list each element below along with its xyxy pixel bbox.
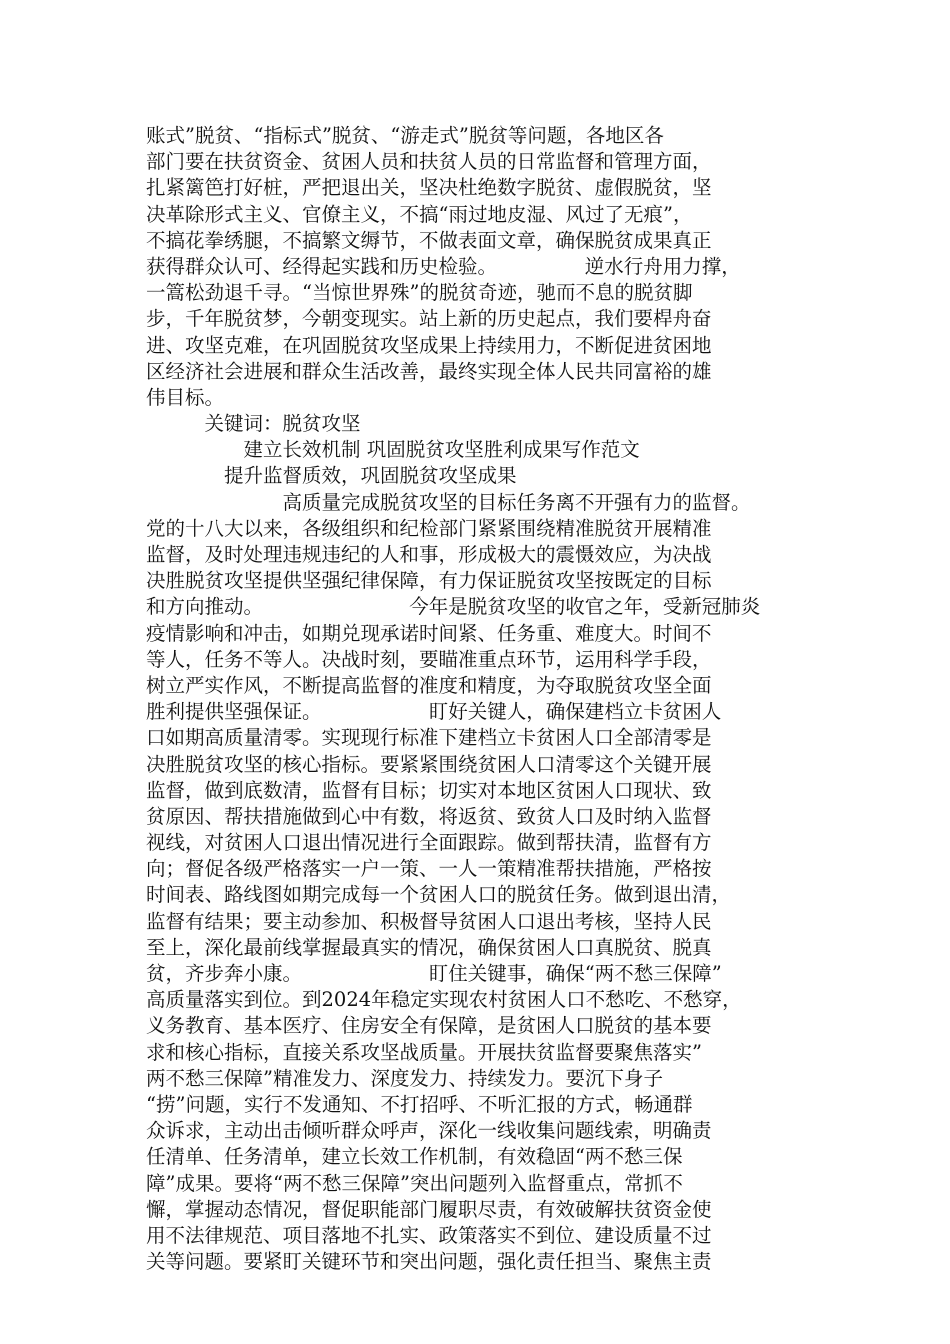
text-line: 不搞花拳绣腿，不搞繁文缛节，不做表面文章，确保脱贫成果真正 [146,228,712,252]
text-line: 时间表、路线图如期完成每一个贫困人口的脱贫任务。做到退出清， [146,883,732,907]
text-line: 部门要在扶贫资金、贫困人员和扶贫人员的日常监督和管理方面， [146,150,712,174]
text-line: 任清单、任务清单，建立长效工作机制，有效稳固“两不愁三保 [146,1145,683,1169]
text-line: 监督，做到底数清，监督有目标；切实对本地区贫困人口现状、致 [146,778,712,802]
text-line: 监督，及时处理违规违纪的人和事，形成极大的震慑效应，为决战 [146,543,712,566]
text-line: 众诉求，主动出击倾听群众呼声，深化一线收集问题线索，明确责 [146,1119,712,1143]
text-line: 等人，任务不等人。决战时刻，要瞄准重点环节，运用科学手段， [146,647,712,671]
text-line: 用不法律规范、项目落地不扎实、政策落实不到位、建设质量不过 [146,1223,712,1247]
article-title: 建立长效机制 巩固脱贫攻坚胜利成果写作范文 [146,438,640,462]
text-line: 贫原因、帮扶措施做到心中有数，将返贫、致贫人口及时纳入监督 [146,804,712,828]
text-line: 进、攻坚克难，在巩固脱贫攻坚成果上持续用力，不断促进贫困地 [146,333,712,357]
text-line: 口如期高质量清零。实现现行标准下建档立卡贫困人口全部清零是 [146,726,712,750]
text-line: 高质量落实到位。到2024年稳定实现农村贫困人口不愁吃、不愁穿， [146,988,742,1012]
text-line: 步，千年脱贫梦，今朝变现实。站上新的历史起点，我们要桿舟奋 [146,307,712,331]
text-line: 决胜脱贫攻坚的核心指标。要紧紧围绕贫困人口清零这个关键开展 [146,752,712,776]
text-line: 高质量完成脱贫攻坚的目标任务离不开强有力的监督。 [146,490,751,514]
text-line: 两不愁三保障”精准发力、深度发力、持续发力。要沉下身子 [146,1066,663,1090]
text-line: 和方向推动。 今年是脱贫攻坚的收官之年，受新冠肺炎 [146,595,761,619]
text-line: 获得群众认可、经得起实践和历史检验。 逆水行舟用力撑， [146,254,741,278]
text-line: 关等问题。要紧盯关键环节和突出问题，强化责任担当、聚焦主责 [146,1250,712,1274]
text-line: 监督有结果；要主动参加、积极督导贫困人口退出考核，坚持人民 [146,909,712,933]
body-text [146,123,826,1275]
text-line: 树立严实作风，不断提高监督的准度和精度，为夺取脱贫攻坚全面 [146,673,712,697]
text-line: 至上，深化最前线掌握最真实的情况，确保贫困人口真脱贫、脱真 [146,935,712,959]
text-line: 贫，齐步奔小康。 盯住关键事，确保“两不愁三保障” [146,962,722,985]
article-subtitle: 提升监督质效，巩固脱贫攻坚成果 [146,464,517,488]
text-line: 扎紧篱笆打好桩，严把退出关，坚决杜绝数字脱贫、虚假脱贫，坚 [146,176,712,200]
text-line: 障”成果。要将“两不愁三保障”突出问题列入监督重点，常抓不 [146,1171,683,1195]
keywords-line: 关键词：脱贫攻坚 [146,412,361,436]
text-line: 求和核心指标，直接关系攻坚战质量。开展扶贫监督要聚焦落实” [146,1040,702,1064]
text-line: 胜利提供坚强保证。 盯好关键人，确保建档立卡贫困人 [146,700,722,724]
text-line: 决胜脱贫攻坚提供坚强纪律保障，有力保证脱贫攻坚按既定的目标 [146,569,712,593]
text-line: “捞”问题，实行不发通知、不打招呼、不听汇报的方式，畅通群 [146,1092,693,1116]
text-line: 疫情影响和冲击，如期兑现承诺时间紧、任务重、难度大。时间不 [146,621,712,645]
text-line: 向；督促各级严格落实一户一策、一人一策精准帮扶措施，严格按 [146,857,712,881]
text-line: 伟目标。 [146,385,225,409]
text-line: 视线，对贫困人口退出情况进行全面跟踪。做到帮扶清，监督有方 [146,831,712,855]
text-line: 一篙松劲退千寻。“当惊世界殊”的脱贫奇迹，驰而不息的脱贫脚 [146,281,693,305]
text-line: 党的十八大以来，各级组织和纪检部门紧紧围绕精准脱贫开展精准 [146,516,712,540]
text-line: 账式”脱贫、“指标式”脱贫、“游走式”脱贫等问题，各地区各 [146,124,664,147]
text-line: 决革除形式主义、官僚主义，不搞“雨过地皮湿、风过了无痕”， [146,202,693,226]
text-line: 区经济社会进展和群众生活改善，最终实现全体人民共同富裕的雄 [146,359,712,383]
text-line: 义务教育、基本医疗、住房安全有保障，是贫困人口脱贫的基本要 [146,1014,712,1038]
text-line: 懈，掌握动态情况，督促职能部门履职尽责，有效破解扶贫资金使 [146,1197,712,1221]
